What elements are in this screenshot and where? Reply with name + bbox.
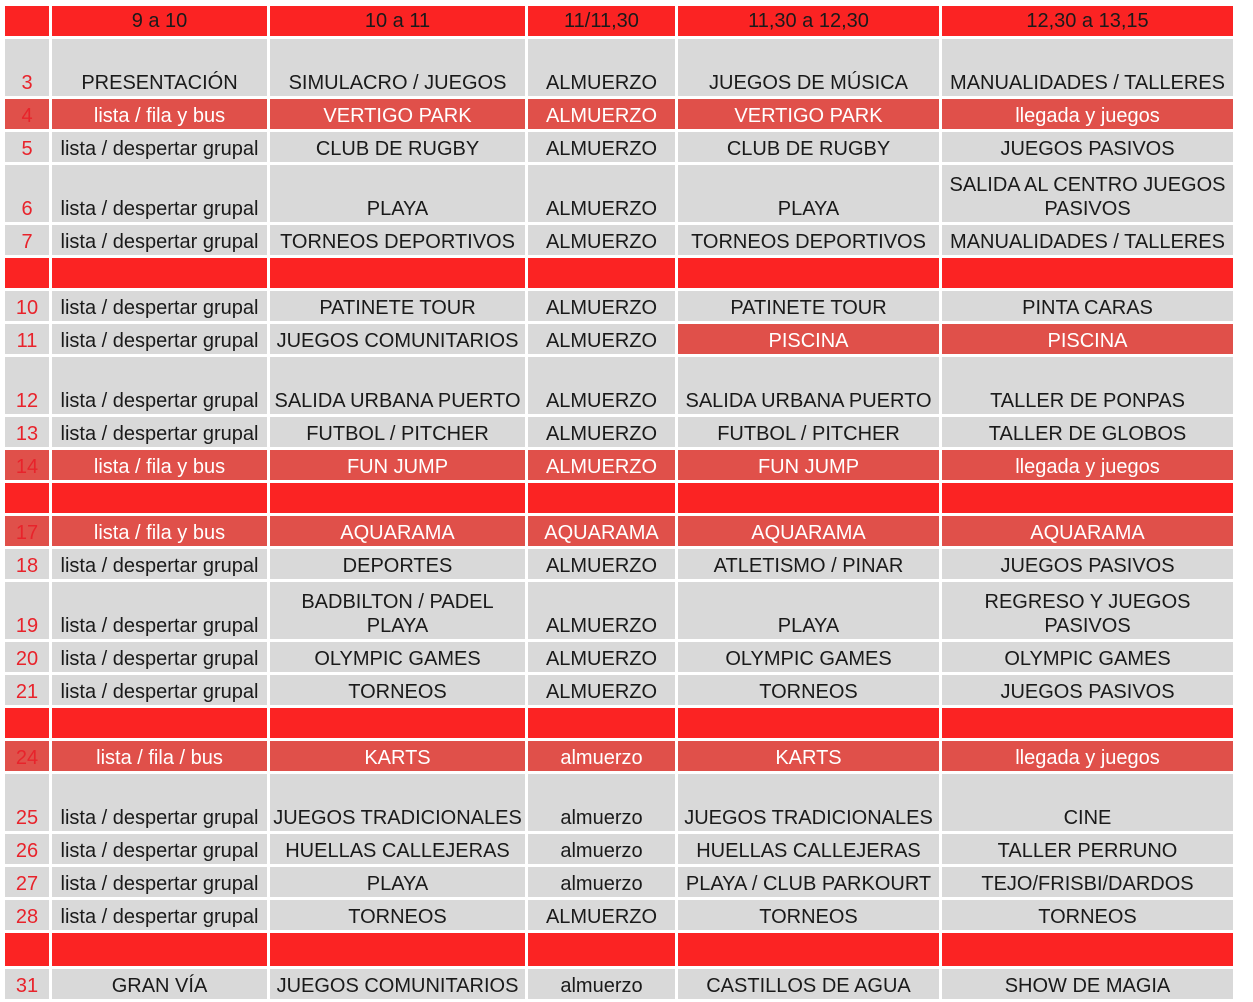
day-cell[interactable]: 12	[5, 357, 49, 414]
table-cell[interactable]: PLAYA	[270, 165, 525, 222]
table-cell[interactable]: lista / despertar grupal	[52, 900, 267, 930]
day-cell[interactable]: 14	[5, 450, 49, 480]
header-cell-1130-1230[interactable]: 11,30 a 12,30	[678, 6, 939, 36]
table-cell[interactable]: PISCINA	[942, 324, 1233, 354]
table-cell[interactable]: ALMUERZO	[528, 357, 675, 414]
separator-cell[interactable]	[52, 708, 267, 738]
table-cell[interactable]: TALLER DE GLOBOS	[942, 417, 1233, 447]
separator-cell[interactable]	[942, 933, 1233, 966]
table-cell[interactable]: TALLER PERRUNO	[942, 834, 1233, 864]
table-cell[interactable]: llegada y juegos	[942, 741, 1233, 771]
header-cell-9-10[interactable]: 9 a 10	[52, 6, 267, 36]
table-row	[5, 969, 1233, 999]
table-row	[5, 516, 1233, 546]
table-cell[interactable]: TALLER DE PONPAS	[942, 357, 1233, 414]
table-cell[interactable]: lista / fila y bus	[52, 99, 267, 129]
separator-cell[interactable]	[528, 708, 675, 738]
table-cell[interactable]: ALMUERZO	[528, 99, 675, 129]
table-cell[interactable]: almuerzo	[528, 867, 675, 897]
day-cell[interactable]: 7	[5, 225, 49, 255]
day-cell[interactable]: 18	[5, 549, 49, 579]
table-cell[interactable]: TORNEOS	[270, 900, 525, 930]
header-cell-11-1130[interactable]: 11/11,30	[528, 6, 675, 36]
table-cell[interactable]: JUEGOS PASIVOS	[942, 675, 1233, 705]
day-cell[interactable]: 10	[5, 291, 49, 321]
table-row	[5, 450, 1233, 480]
table-cell[interactable]: llegada y juegos	[942, 450, 1233, 480]
table-cell[interactable]: lista / despertar grupal	[52, 867, 267, 897]
day-cell[interactable]: 4	[5, 99, 49, 129]
day-cell[interactable]: 13	[5, 417, 49, 447]
table-cell[interactable]: FUN JUMP	[270, 450, 525, 480]
table-cell[interactable]: JUEGOS PASIVOS	[942, 132, 1233, 162]
separator-cell[interactable]	[528, 258, 675, 288]
table-row	[5, 582, 1233, 639]
table-cell[interactable]: AQUARAMA	[270, 516, 525, 546]
day-cell[interactable]: 3	[5, 39, 49, 96]
table-cell[interactable]: lista / fila y bus	[52, 450, 267, 480]
table-cell[interactable]: PLAYA	[678, 582, 939, 639]
separator-cell[interactable]	[942, 708, 1233, 738]
table-cell[interactable]: AQUARAMA	[678, 516, 939, 546]
table-cell[interactable]: TORNEOS	[678, 675, 939, 705]
table-cell[interactable]: lista / despertar grupal	[52, 291, 267, 321]
separator-cell[interactable]	[52, 258, 267, 288]
week-separator-row	[5, 708, 1233, 738]
table-row	[5, 99, 1233, 129]
table-cell[interactable]: lista / despertar grupal	[52, 357, 267, 414]
separator-cell[interactable]	[52, 933, 267, 966]
table-cell[interactable]: ALMUERZO	[528, 450, 675, 480]
separator-cell[interactable]	[52, 483, 267, 513]
table-cell[interactable]: FUN JUMP	[678, 450, 939, 480]
week-separator-row	[5, 258, 1233, 288]
table-cell[interactable]: TORNEOS	[270, 675, 525, 705]
table-cell[interactable]: TEJO/FRISBI/DARDOS	[942, 867, 1233, 897]
table-cell[interactable]: SALIDA URBANA PUERTO	[678, 357, 939, 414]
separator-cell[interactable]	[5, 258, 49, 288]
table-row	[5, 549, 1233, 579]
table-row	[5, 225, 1233, 255]
table-cell[interactable]: ALMUERZO	[528, 642, 675, 672]
table-cell[interactable]: PLAYA	[270, 867, 525, 897]
separator-cell[interactable]	[270, 708, 525, 738]
table-cell[interactable]: almuerzo	[528, 774, 675, 831]
table-cell[interactable]: SALIDA URBANA PUERTO	[270, 357, 525, 414]
table-cell[interactable]: AQUARAMA	[528, 516, 675, 546]
table-cell[interactable]: PLAYA	[678, 165, 939, 222]
separator-cell[interactable]	[5, 483, 49, 513]
table-cell[interactable]: OLYMPIC GAMES	[270, 642, 525, 672]
separator-cell[interactable]	[942, 258, 1233, 288]
separator-cell[interactable]	[270, 933, 525, 966]
table-cell[interactable]: JUEGOS TRADICIONALES	[678, 774, 939, 831]
week-separator-row	[5, 483, 1233, 513]
separator-cell[interactable]	[678, 708, 939, 738]
header-cell-1230-1315[interactable]: 12,30 a 13,15	[942, 6, 1233, 36]
table-cell[interactable]: ALMUERZO	[528, 165, 675, 222]
table-cell[interactable]: PATINETE TOUR	[678, 291, 939, 321]
table-cell[interactable]: ALMUERZO	[528, 582, 675, 639]
table-cell[interactable]: PLAYA / CLUB PARKOURT	[678, 867, 939, 897]
header-cell-10-11[interactable]: 10 a 11	[270, 6, 525, 36]
table-cell[interactable]: lista / despertar grupal	[52, 834, 267, 864]
separator-cell[interactable]	[678, 483, 939, 513]
separator-cell[interactable]	[5, 933, 49, 966]
table-cell[interactable]: ALMUERZO	[528, 291, 675, 321]
table-cell[interactable]: JUEGOS DE MÚSICA	[678, 39, 939, 96]
table-cell[interactable]: VERTIGO PARK	[678, 99, 939, 129]
table-row	[5, 291, 1233, 321]
day-cell[interactable]: 17	[5, 516, 49, 546]
separator-cell[interactable]	[678, 933, 939, 966]
table-row	[5, 675, 1233, 705]
day-cell[interactable]: 19	[5, 582, 49, 639]
table-cell[interactable]: lista / fila / bus	[52, 741, 267, 771]
table-cell[interactable]: PATINETE TOUR	[270, 291, 525, 321]
table-cell[interactable]: TORNEOS DEPORTIVOS	[678, 225, 939, 255]
day-cell[interactable]: 28	[5, 900, 49, 930]
table-cell[interactable]: ALMUERZO	[528, 324, 675, 354]
table-cell[interactable]: ALMUERZO	[528, 675, 675, 705]
table-cell[interactable]: AQUARAMA	[942, 516, 1233, 546]
table-cell[interactable]: lista / despertar grupal	[52, 132, 267, 162]
table-cell[interactable]: PRESENTACIÓN	[52, 39, 267, 96]
table-row	[5, 867, 1233, 897]
table-cell[interactable]: lista / despertar grupal	[52, 774, 267, 831]
table-cell[interactable]: ALMUERZO	[528, 900, 675, 930]
table-row	[5, 834, 1233, 864]
table-cell[interactable]: ALMUERZO	[528, 417, 675, 447]
table-cell[interactable]: ATLETISMO / PINAR	[678, 549, 939, 579]
separator-cell[interactable]	[528, 933, 675, 966]
table-cell[interactable]: BADBILTON / PADEL PLAYA	[270, 582, 525, 639]
table-cell[interactable]: MANUALIDADES / TALLERES	[942, 39, 1233, 96]
table-cell[interactable]: JUEGOS TRADICIONALES	[270, 774, 525, 831]
day-cell[interactable]: 20	[5, 642, 49, 672]
table-cell[interactable]: GRAN VÍA	[52, 969, 267, 999]
table-cell[interactable]: lista / despertar grupal	[52, 675, 267, 705]
table-cell[interactable]: llegada y juegos	[942, 99, 1233, 129]
table-cell[interactable]: VERTIGO PARK	[270, 99, 525, 129]
table-cell[interactable]: FUTBOL / PITCHER	[678, 417, 939, 447]
separator-cell[interactable]	[528, 483, 675, 513]
table-cell[interactable]: KARTS	[270, 741, 525, 771]
table-cell[interactable]: lista / despertar grupal	[52, 324, 267, 354]
day-cell[interactable]: 5	[5, 132, 49, 162]
separator-cell[interactable]	[270, 483, 525, 513]
table-cell[interactable]: CLUB DE RUGBY	[678, 132, 939, 162]
table-cell[interactable]: almuerzo	[528, 741, 675, 771]
table-cell[interactable]: lista / despertar grupal	[52, 549, 267, 579]
table-cell[interactable]: PISCINA	[678, 324, 939, 354]
day-cell[interactable]: 6	[5, 165, 49, 222]
table-cell[interactable]: lista / despertar grupal	[52, 642, 267, 672]
header-cell-corner[interactable]	[5, 6, 49, 36]
table-cell[interactable]: REGRESO Y JUEGOS PASIVOS	[942, 582, 1233, 639]
table-cell[interactable]: CINE	[942, 774, 1233, 831]
table-cell[interactable]: ALMUERZO	[528, 225, 675, 255]
separator-cell[interactable]	[270, 258, 525, 288]
table-cell[interactable]: lista / fila y bus	[52, 516, 267, 546]
table-cell[interactable]: HUELLAS CALLEJERAS	[678, 834, 939, 864]
table-row	[5, 417, 1233, 447]
table-cell[interactable]: almuerzo	[528, 834, 675, 864]
day-cell[interactable]: 26	[5, 834, 49, 864]
table-cell[interactable]: JUEGOS COMUNITARIOS	[270, 969, 525, 999]
table-row	[5, 39, 1233, 96]
table-cell[interactable]: OLYMPIC GAMES	[942, 642, 1233, 672]
table-cell[interactable]: almuerzo	[528, 969, 675, 999]
table-row	[5, 132, 1233, 162]
table-cell[interactable]: JUEGOS COMUNITARIOS	[270, 324, 525, 354]
table-cell[interactable]: lista / despertar grupal	[52, 225, 267, 255]
table-row	[5, 741, 1233, 771]
separator-cell[interactable]	[5, 708, 49, 738]
table-cell[interactable]: ALMUERZO	[528, 39, 675, 96]
table-row	[5, 165, 1233, 222]
table-row	[5, 774, 1233, 831]
schedule-table	[2, 3, 1236, 1002]
day-cell[interactable]: 24	[5, 741, 49, 771]
table-cell[interactable]: PINTA CARAS	[942, 291, 1233, 321]
table-cell[interactable]: ALMUERZO	[528, 549, 675, 579]
table-row	[5, 642, 1233, 672]
table-cell[interactable]: JUEGOS PASIVOS	[942, 549, 1233, 579]
day-cell[interactable]: 27	[5, 867, 49, 897]
table-cell[interactable]: TORNEOS	[678, 900, 939, 930]
table-cell[interactable]: SIMULACRO / JUEGOS	[270, 39, 525, 96]
table-cell[interactable]: MANUALIDADES / TALLERES	[942, 225, 1233, 255]
table-cell[interactable]: SALIDA AL CENTRO JUEGOS PASIVOS	[942, 165, 1233, 222]
table-cell[interactable]: CASTILLOS DE AGUA	[678, 969, 939, 999]
day-cell[interactable]: 25	[5, 774, 49, 831]
separator-cell[interactable]	[942, 483, 1233, 513]
table-cell[interactable]: TORNEOS DEPORTIVOS	[270, 225, 525, 255]
day-cell[interactable]: 21	[5, 675, 49, 705]
table-cell[interactable]: lista / despertar grupal	[52, 582, 267, 639]
day-cell[interactable]: 11	[5, 324, 49, 354]
separator-cell[interactable]	[678, 258, 939, 288]
table-cell[interactable]: ALMUERZO	[528, 132, 675, 162]
header-row	[5, 6, 1233, 36]
table-row	[5, 357, 1233, 414]
table-row	[5, 900, 1233, 930]
table-cell[interactable]: TORNEOS	[942, 900, 1233, 930]
table-cell[interactable]: KARTS	[678, 741, 939, 771]
table-row	[5, 324, 1233, 354]
table-cell[interactable]: lista / despertar grupal	[52, 417, 267, 447]
table-cell[interactable]: CLUB DE RUGBY	[270, 132, 525, 162]
table-cell[interactable]: SHOW DE MAGIA	[942, 969, 1233, 999]
day-cell[interactable]: 31	[5, 969, 49, 999]
week-separator-row	[5, 933, 1233, 966]
table-cell[interactable]: FUTBOL / PITCHER	[270, 417, 525, 447]
table-cell[interactable]: OLYMPIC GAMES	[678, 642, 939, 672]
table-cell[interactable]: DEPORTES	[270, 549, 525, 579]
table-cell[interactable]: HUELLAS CALLEJERAS	[270, 834, 525, 864]
table-cell[interactable]: lista / despertar grupal	[52, 165, 267, 222]
